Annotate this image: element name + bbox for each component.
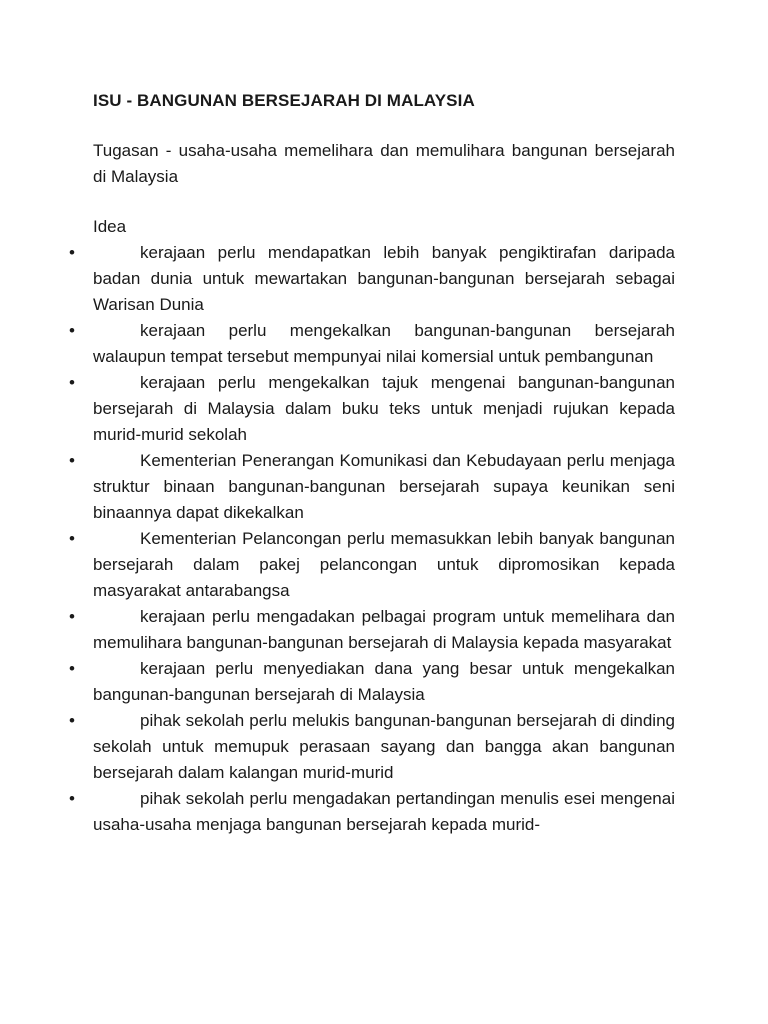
idea-item: [69, 526, 675, 604]
idea-text: kerajaan perlu menyediakan dana yang besar untuk mengekalkan bangunan-bangunan bersejarah di Malaysia: [93, 659, 675, 704]
bullet-icon: •: [69, 243, 75, 262]
idea-text: Kementerian Pelancongan perlu memasukkan lebih banyak bangunan bersejarah dalam pakej pelancongan untuk dipromosikan kepada masyarakat antarabangsa: [93, 529, 675, 600]
idea-text: kerajaan perlu mengadakan pelbagai program untuk memelihara dan memulihara bangunan-bangunan bersejarah di Malaysia kepada masyarakat: [93, 607, 675, 652]
document-page: [69, 88, 675, 838]
bullet-icon: •: [69, 373, 75, 392]
idea-item: [69, 370, 675, 448]
idea-item: [69, 786, 675, 838]
idea-item: [69, 318, 675, 370]
idea-item: [69, 448, 675, 526]
bullet-icon: •: [69, 529, 75, 548]
document-title: ISU - BANGUNAN BERSEJARAH DI MALAYSIA: [93, 91, 475, 110]
idea-text: pihak sekolah perlu mengadakan pertandingan menulis esei mengenai usaha-usaha menjaga bangunan bersejarah kepada murid-: [93, 789, 675, 834]
idea-item: [69, 604, 675, 656]
idea-text: kerajaan perlu mengekalkan bangunan-bangunan bersejarah walaupun tempat tersebut mempunyai nilai komersial untuk pembangunan: [93, 321, 675, 366]
idea-list: [69, 240, 675, 838]
idea-item: [69, 656, 675, 708]
idea-text: kerajaan perlu mendapatkan lebih banyak pengiktirafan daripada badan dunia untuk mewartakan bangunan-bangunan bersejarah sebagai Warisan Dunia: [93, 243, 675, 314]
bullet-icon: •: [69, 321, 75, 340]
bullet-icon: •: [69, 451, 75, 470]
idea-item: [69, 240, 675, 318]
idea-text: pihak sekolah perlu melukis bangunan-bangunan bersejarah di dinding sekolah untuk memupuk perasaan sayang dan bangga akan bangunan bersejarah dalam kalangan murid-murid: [93, 711, 675, 782]
idea-text: kerajaan perlu mengekalkan tajuk mengenai bangunan-bangunan bersejarah di Malaysia dalam buku teks untuk menjadi rujukan kepada murid-murid sekolah: [93, 373, 675, 444]
task-statement: Tugasan - usaha-usaha memelihara dan memulihara bangunan bersejarah di Malaysia: [93, 141, 675, 186]
bullet-icon: •: [69, 607, 75, 626]
bullet-icon: •: [69, 789, 75, 808]
idea-item: [69, 708, 675, 786]
idea-text: Kementerian Penerangan Komunikasi dan Kebudayaan perlu menjaga struktur binaan bangunan-bangunan bersejarah supaya keunikan seni binaannya dapat dikekalkan: [93, 451, 675, 522]
bullet-icon: •: [69, 659, 75, 678]
idea-label: Idea: [93, 217, 127, 236]
bullet-icon: •: [69, 711, 75, 730]
